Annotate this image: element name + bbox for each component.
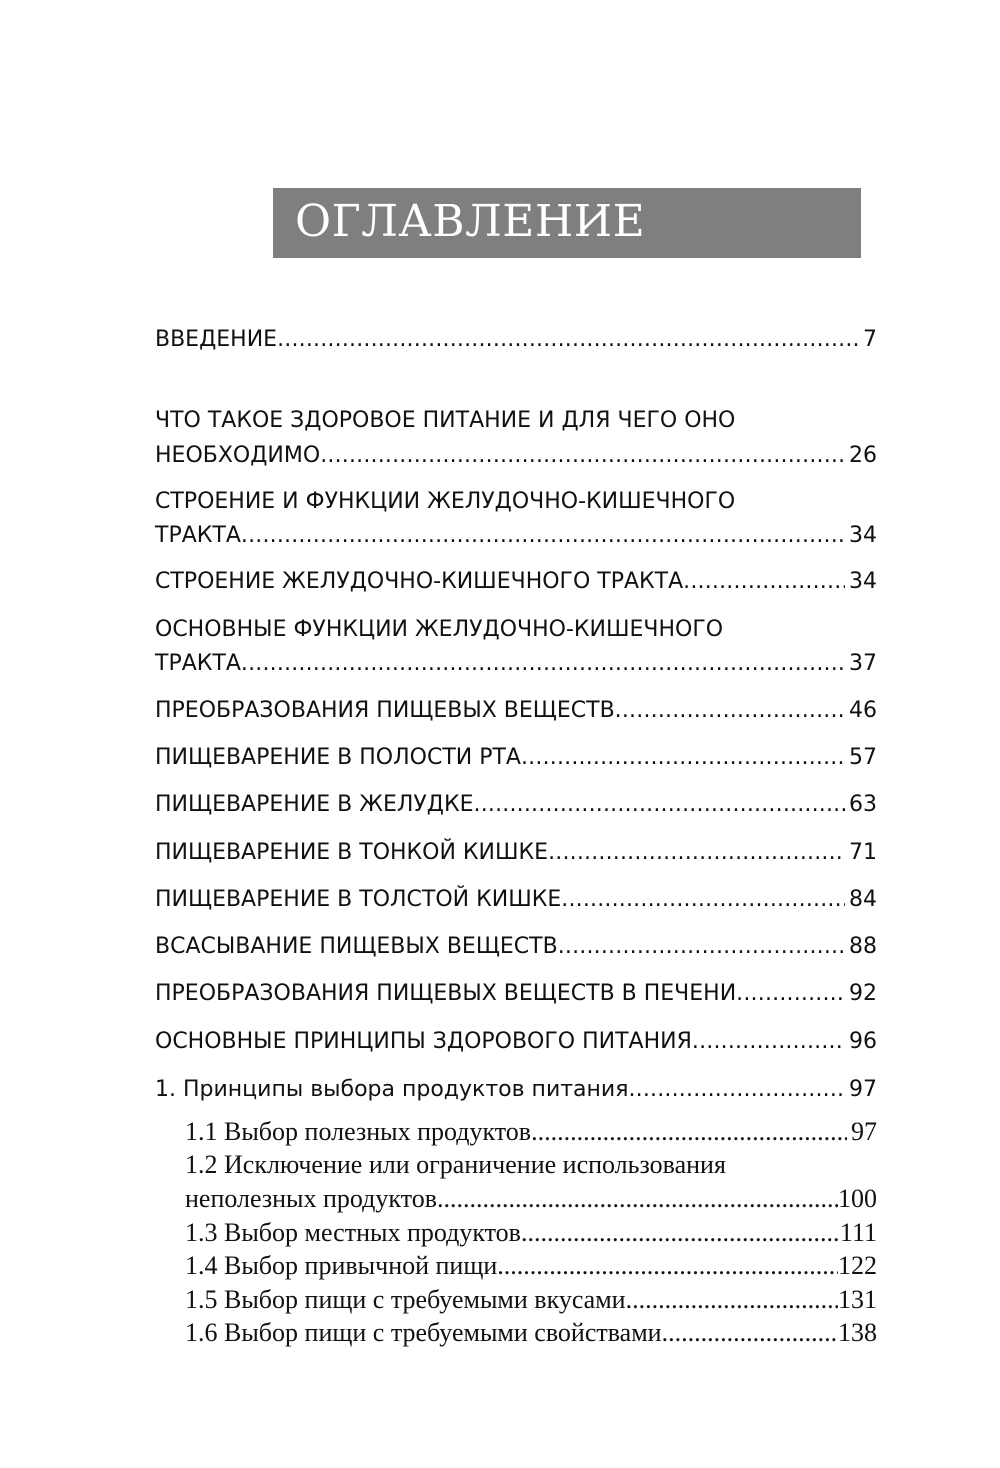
toc-subentry-page: 100: [838, 1184, 877, 1213]
toc-dot-leader: [320, 440, 845, 472]
toc-entry-page: 84: [849, 887, 877, 912]
toc-entry-title: ПРЕОБРАЗОВАНИЯ ПИЩЕВЫХ ВЕЩЕСТВ: [155, 698, 615, 723]
toc-entry[interactable]: [155, 884, 877, 916]
toc-subentry-page: 122: [838, 1251, 877, 1280]
toc-entry-page: 88: [849, 934, 877, 959]
toc-entry[interactable]: [155, 1026, 877, 1058]
toc-subentry-page: 97: [851, 1117, 877, 1146]
toc-entry-title: СТРОЕНИЕ И ФУНКЦИИ ЖЕЛУДОЧНО-КИШЕЧНОГО: [155, 489, 736, 514]
toc-entry-title: ПИЩЕВАРЕНИЕ В ТОНКОЙ КИШКЕ: [155, 840, 549, 865]
toc-entry-page: 46: [849, 698, 877, 723]
toc-entry-title: ПИЩЕВАРЕНИЕ В ЖЕЛУДКЕ: [155, 792, 474, 817]
toc-subentry[interactable]: [185, 1317, 877, 1349]
toc-dot-leader: [662, 1317, 838, 1349]
toc-entry[interactable]: [155, 1074, 877, 1106]
toc-dot-leader: [241, 520, 845, 552]
toc-entry-page: 96: [849, 1029, 877, 1054]
toc-subentry[interactable]: [185, 1250, 877, 1282]
toc-dot-leader: [548, 837, 845, 869]
toc-entry-page: 26: [849, 443, 877, 468]
toc-entry-title: СТРОЕНИЕ ЖЕЛУДОЧНО-КИШЕЧНОГО ТРАКТА: [155, 569, 684, 594]
toc-dot-leader: [628, 1074, 845, 1106]
toc-entry-title: ПРЕОБРАЗОВАНИЯ ПИЩЕВЫХ ВЕЩЕСТВ В ПЕЧЕНИ: [155, 981, 737, 1006]
toc-entry[interactable]: [155, 742, 877, 774]
toc-subentry-line[interactable]: [185, 1149, 877, 1181]
toc-entry-page: 7: [863, 327, 877, 352]
toc-subentry-title: неполезных продуктов: [185, 1184, 437, 1213]
toc-entry[interactable]: [155, 566, 877, 598]
toc-entry-title: НЕОБХОДИМО: [155, 443, 321, 468]
toc-dot-leader: [521, 1217, 840, 1249]
toc-entry-page: 57: [849, 745, 877, 770]
toc-entry-page: 71: [849, 840, 877, 865]
toc-dot-leader: [683, 566, 845, 598]
toc-subentry-title: 1.3 Выбор местных продуктов: [185, 1218, 521, 1247]
toc-subentry-title: 1.1 Выбор полезных продуктов: [185, 1117, 532, 1146]
toc-subentry-title: 1.2 Исключение или ограничение использования: [185, 1150, 726, 1179]
toc-entry-page: 37: [849, 651, 877, 676]
toc-dot-leader: [474, 789, 845, 821]
toc-dot-leader: [558, 931, 845, 963]
toc-dot-leader: [692, 1026, 845, 1058]
toc-dot-leader: [626, 1284, 838, 1316]
toc-entry-title: ТРАКТА: [155, 651, 241, 676]
toc-entry-page: 34: [849, 569, 877, 594]
toc-entry-line[interactable]: [155, 486, 877, 518]
toc-dot-leader: [615, 695, 845, 727]
toc-subentry[interactable]: [185, 1284, 877, 1316]
toc-entry-title: ТРАКТА: [155, 523, 241, 548]
page-title: ОГЛАВЛЕНИЕ: [295, 196, 646, 247]
toc-entry-page: 97: [849, 1077, 877, 1102]
toc-dot-leader: [241, 648, 845, 680]
toc-subentry[interactable]: [185, 1183, 877, 1215]
toc-entry-title: 1. Принципы выбора продуктов питания: [155, 1077, 629, 1102]
toc-entry-title: ОСНОВНЫЕ ФУНКЦИИ ЖЕЛУДОЧНО-КИШЕЧНОГО: [155, 617, 724, 642]
toc-entry-line[interactable]: [155, 405, 877, 437]
toc-dot-leader: [521, 742, 845, 774]
toc-entry[interactable]: [155, 931, 877, 963]
toc-subentry-title: 1.5 Выбор пищи с требуемыми вкусами: [185, 1285, 626, 1314]
toc-subentry-title: 1.6 Выбор пищи с требуемыми свойствами: [185, 1318, 662, 1347]
toc-dot-leader: [736, 978, 845, 1010]
toc-entry[interactable]: [155, 978, 877, 1010]
toc-entry[interactable]: [155, 648, 877, 680]
toc-entry[interactable]: [155, 789, 877, 821]
toc-dot-leader: [277, 324, 859, 356]
toc-entry[interactable]: [155, 837, 877, 869]
toc-subentry[interactable]: [185, 1217, 877, 1249]
toc-dot-leader: [437, 1183, 838, 1215]
toc-entry-page: 63: [849, 792, 877, 817]
toc-entry-title: ЧТО ТАКОЕ ЗДОРОВОЕ ПИТАНИЕ И ДЛЯ ЧЕГО ОНО: [155, 408, 736, 433]
toc-entry-title: ПИЩЕВАРЕНИЕ В ПОЛОСТИ РТА: [155, 745, 521, 770]
toc-subentry-page: 131: [838, 1285, 877, 1314]
toc-entry-title: ПИЩЕВАРЕНИЕ В ТОЛСТОЙ КИШКЕ: [155, 887, 562, 912]
toc-entry[interactable]: [155, 440, 877, 472]
toc-entry-title: ВСАСЫВАНИЕ ПИЩЕВЫХ ВЕЩЕСТВ: [155, 934, 558, 959]
toc-entry-page: 92: [849, 981, 877, 1006]
toc-subentry-page: 138: [838, 1318, 877, 1347]
toc-entry-title: ВВЕДЕНИЕ: [155, 327, 278, 352]
toc-entry-title: ОСНОВНЫЕ ПРИНЦИПЫ ЗДОРОВОГО ПИТАНИЯ: [155, 1029, 692, 1054]
toc-entry[interactable]: [155, 695, 877, 727]
toc-subentry-page: 111: [839, 1218, 877, 1247]
toc-entry[interactable]: [155, 520, 877, 552]
toc-dot-leader: [497, 1250, 838, 1282]
toc-subentry-title: 1.4 Выбор привычной пищи: [185, 1251, 498, 1280]
toc-subentry[interactable]: [185, 1116, 877, 1148]
toc-dot-leader: [531, 1116, 847, 1148]
toc-entry-line[interactable]: [155, 614, 877, 646]
toc-entry-page: 34: [849, 523, 877, 548]
toc-dot-leader: [561, 884, 845, 916]
toc-entry[interactable]: [155, 324, 877, 356]
